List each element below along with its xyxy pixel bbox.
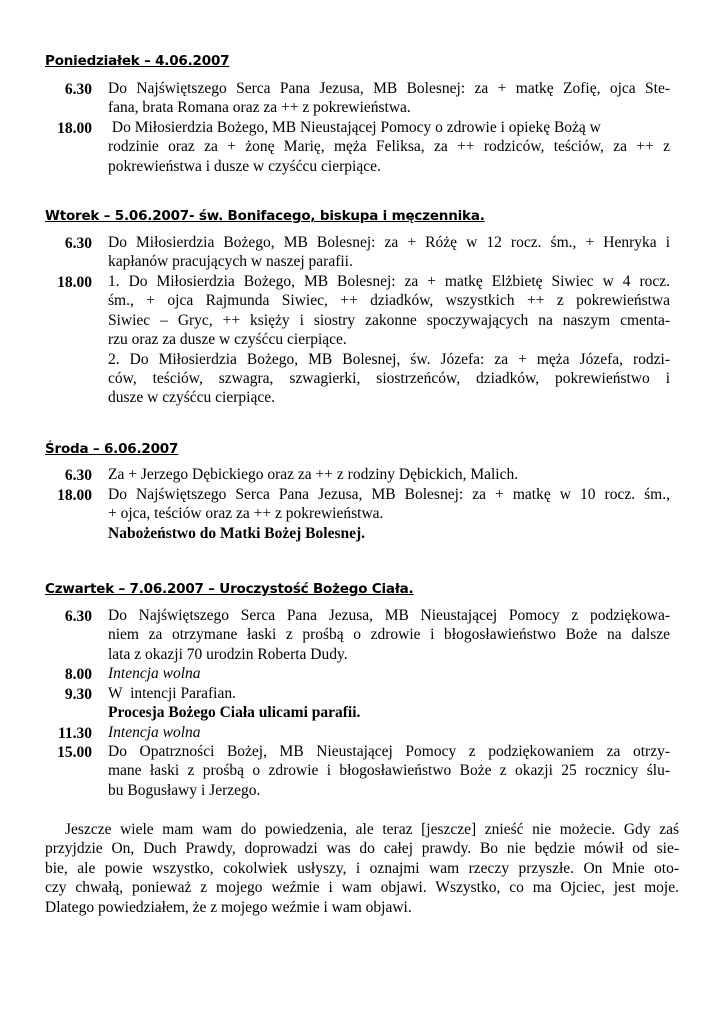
mass-intention xyxy=(108,118,670,176)
intention-line: W intencji Parafian. xyxy=(108,685,236,702)
intention-line: Do Opatrzności Bożej, MB Nieustającej Pomocy z podziękowaniem za otrzy- xyxy=(108,743,670,760)
mass-time: 9.30 xyxy=(64,686,92,703)
intention-line: Do Najświętszego Serca Pana Jezusa, MB Nieustającej Pomocy z podziękowa- xyxy=(108,607,670,624)
paragraph-line: Jeszcze wiele mam wam do powiedzenia, ale teraz [jeszcze] znieść nie możecie. Gdy zaś xyxy=(65,821,679,838)
mass-intention xyxy=(108,465,670,484)
intention-line: niem za otrzymane łaski z prośbą o zdrowie i błogosławieństwo Boże na dalsze xyxy=(108,626,670,644)
mass-intention xyxy=(108,684,670,723)
day-heading-wednesday: Środa – 6.06.2007 xyxy=(45,441,179,457)
mass-intention xyxy=(108,272,670,408)
day-heading-thursday: Czwartek – 7.06.2007 – Uroczystość Bożego Ciała. xyxy=(45,581,414,597)
intention-line: Do Najświętszego Serca Pana Jezusa, MB Bolesnej: za + matkę w 10 rocz. śm., xyxy=(108,486,670,503)
mass-time: 18.00 xyxy=(57,487,92,504)
mass-time: 6.30 xyxy=(64,81,92,98)
intention-line: rzu oraz za dusze w czyśćcu cierpiące. xyxy=(108,331,347,349)
intention-line: Za + Jerzego Dębickiego oraz za ++ z rodziny Dębickich, Malich. xyxy=(108,466,519,483)
mass-time: 6.30 xyxy=(64,467,92,484)
mass-time: 11.30 xyxy=(57,725,92,742)
intention-line: dusze w czyśćcu cierpiące. xyxy=(108,389,275,407)
procession-note: Procesja Bożego Ciała ulicami parafii. xyxy=(108,704,361,722)
paragraph-line: bie, ale powie wszystko, cokolwiek usłyszy, i oznajmi wam rzeczy przyszłe. On Mnie oto- xyxy=(45,859,679,877)
mass-intention xyxy=(108,742,670,800)
mass-intention xyxy=(108,233,670,272)
intention-line: 2. Do Miłosierdzia Bożego, MB Bolesnej, św. Józefa: za + męża Józefa, rodzi- xyxy=(108,350,670,368)
intention-line: Do Miłosierdzia Bożego, MB Nieustającej Pomocy o zdrowie i opiekę Bożą w xyxy=(108,119,601,136)
paragraph-line: Dlatego powiedziałem, że z mojego weźmie i wam objawi. xyxy=(45,898,412,916)
intention-line: lata z okazji 70 urodzin Roberta Dudy. xyxy=(108,645,348,663)
mass-time: 8.00 xyxy=(64,666,92,683)
intention-line: rodzinie oraz za + żonę Marię, męża Feliksa, za ++ rodziców, teściów, za ++ z xyxy=(108,138,670,156)
intention-line: ców, teściów, szwagra, szwagierki, siostrzeńców, dziadków, pokrewieństwo i xyxy=(108,370,670,388)
intention-line: śm., + ojca Rajmunda Siwiec, ++ dziadków, wszystkich ++ z pokrewieństwa xyxy=(108,292,670,310)
mass-time: 18.00 xyxy=(57,274,92,291)
intention-line: kapłanów pracujących w naszej parafii. xyxy=(108,253,353,271)
intention-line: fana, brata Romana oraz za ++ z pokrewieństwa. xyxy=(108,99,411,117)
mass-time: 18.00 xyxy=(57,120,92,137)
intention-line: Intencja wolna xyxy=(108,724,201,741)
day-heading-tuesday: Wtorek – 5.06.2007- św. Bonifacego, biskupa i męczennika. xyxy=(45,208,485,224)
devotion-note: Nabożeństwo do Matki Bożej Bolesnej. xyxy=(108,524,366,542)
intention-line: pokrewieństwa i dusze w czyśćcu cierpiące. xyxy=(108,157,381,175)
mass-intention xyxy=(108,664,670,683)
mass-intention xyxy=(108,723,670,742)
intention-line: bu Bogusławy i Jerzego. xyxy=(108,781,261,799)
intention-line: + ojca, teściów oraz za ++ z pokrewieństwa. xyxy=(108,505,384,523)
intention-line: Siwiec – Gryc, ++ księży i siostry zakonne spoczywających na naszym cmenta- xyxy=(108,311,670,329)
intention-line: Intencja wolna xyxy=(108,665,201,682)
mass-intention xyxy=(108,606,670,664)
intention-line: Do Najświętszego Serca Pana Jezusa, MB Bolesnej: za + matkę Zofię, ojca Ste- xyxy=(108,80,670,97)
mass-time: 6.30 xyxy=(64,235,92,252)
intention-line: mane łaski z prośbą o zdrowie i błogosławieństwo Boże z okazji 25 rocznicy ślu- xyxy=(108,762,670,780)
scripture-paragraph xyxy=(45,820,679,917)
mass-time: 15.00 xyxy=(57,744,92,761)
paragraph-line: czy chwałą, ponieważ z mojego weźmie i wam objawi. Wszystko, co ma Ojciec, jest moje. xyxy=(45,879,679,897)
day-heading-monday: Poniedziałek – 4.06.2007 xyxy=(45,53,230,69)
mass-intention xyxy=(108,485,670,543)
intention-line: Do Miłosierdzia Bożego, MB Bolesnej: za + Różę w 12 rocz. śm., + Henryka i xyxy=(108,234,670,251)
mass-time: 6.30 xyxy=(64,608,92,625)
intention-line: 1. Do Miłosierdzia Bożego, MB Bolesnej: za + matkę Elżbietę Siwiec w 4 rocz. xyxy=(108,273,670,290)
mass-intention xyxy=(108,79,670,118)
paragraph-line: przyjdzie On, Duch Prawdy, doprowadzi was do całej prawdy. Bo nie będzie mówił od sie- xyxy=(45,840,679,858)
